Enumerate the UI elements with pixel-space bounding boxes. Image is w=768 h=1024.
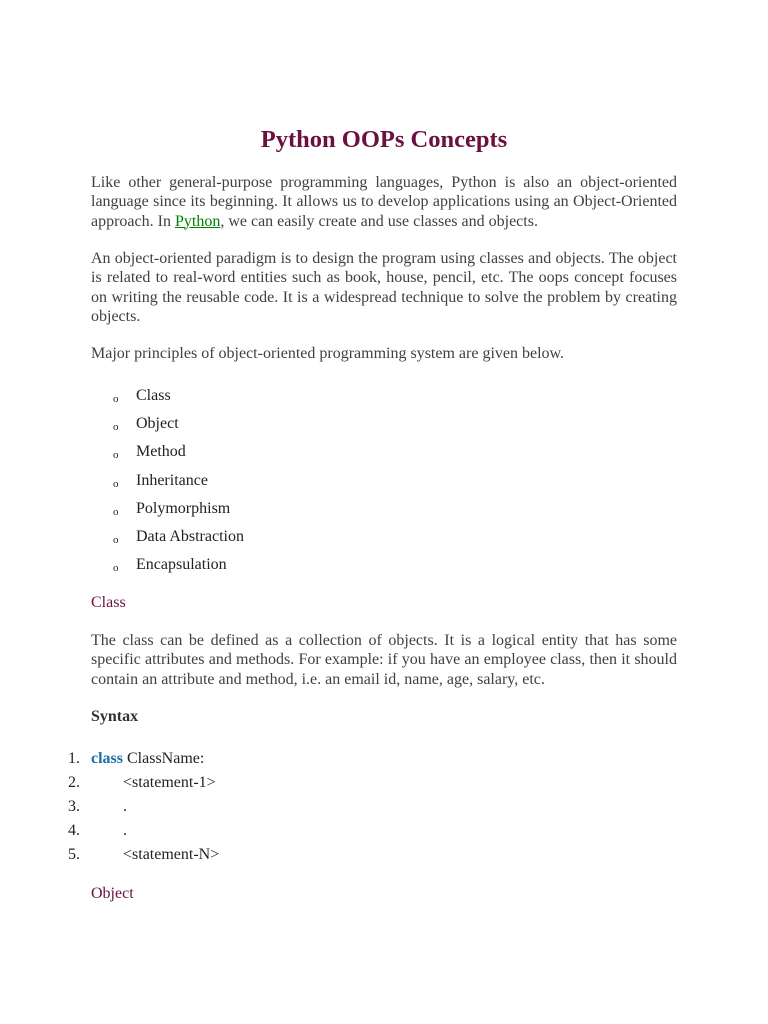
code-text	[91, 796, 127, 818]
syntax-label: Syntax	[91, 708, 139, 725]
code-text	[91, 844, 219, 866]
list-item-label: Data Abstraction	[136, 527, 244, 545]
bullet-marker: o	[113, 393, 119, 405]
list-item-label: Object	[136, 415, 179, 433]
intro-paragraph	[91, 173, 677, 231]
line-number: 1.	[68, 750, 80, 767]
principles-intro: Major principles of object-oriented programming system are given below.	[91, 345, 565, 362]
line-number: 5.	[68, 846, 80, 863]
line-number: 2.	[68, 774, 80, 791]
line-number: 3.	[68, 798, 80, 815]
list-item-label: Class	[136, 387, 171, 404]
code-text	[91, 820, 127, 842]
code-text-rest: .	[123, 798, 127, 815]
bullet-marker: o	[113, 505, 119, 518]
list-item-label: Encapsulation	[136, 556, 227, 574]
python-link[interactable]: Python	[174, 212, 221, 230]
class-description: The class can be defined as a collection of objects. It is a logical entity that has some specific attributes and methods. For example: if you have an employee class, then it should contain an attribute and method, i.e. an email id, name, age, salary, etc.	[91, 632, 677, 688]
list-item-label: Polymorphism	[136, 499, 231, 517]
intro-text-end: , we can easily create and use classes and objects.	[220, 212, 538, 230]
code-text-rest: <statement-1>	[123, 774, 216, 791]
class-heading: Class	[91, 594, 126, 611]
page-title: Python OOPs Concepts	[260, 126, 508, 153]
bullet-marker: o	[113, 449, 119, 462]
code-text-rest: <statement-N>	[123, 846, 220, 863]
intro-text-start: Like other general-purpose programming languages, Python is also an object-oriented language since its beginning. It allows us to develop applications using an Object-Oriented approach. In	[91, 174, 677, 230]
code-text-rest: .	[123, 822, 127, 839]
bullet-marker: o	[113, 562, 119, 575]
paradigm-paragraph: An object-oriented paradigm is to design the program using classes and objects. The object is related to real-word entities such as book, house, pencil, etc. The oops concept focuses on writing the reusable code. It is a widespread technique to solve the problem by creating objects.	[91, 250, 677, 325]
bullet-marker: o	[113, 533, 119, 546]
object-heading: Object	[91, 885, 134, 902]
keyword-class: class	[91, 750, 123, 767]
code-text	[91, 748, 204, 770]
bullet-marker: o	[113, 421, 119, 434]
list-item-label: Inheritance	[136, 471, 208, 489]
bullet-marker: o	[113, 477, 119, 490]
line-number: 4.	[68, 822, 80, 839]
list-item-label: Method	[136, 443, 186, 461]
code-text	[91, 772, 216, 794]
code-text-rest: ClassName:	[123, 750, 205, 767]
